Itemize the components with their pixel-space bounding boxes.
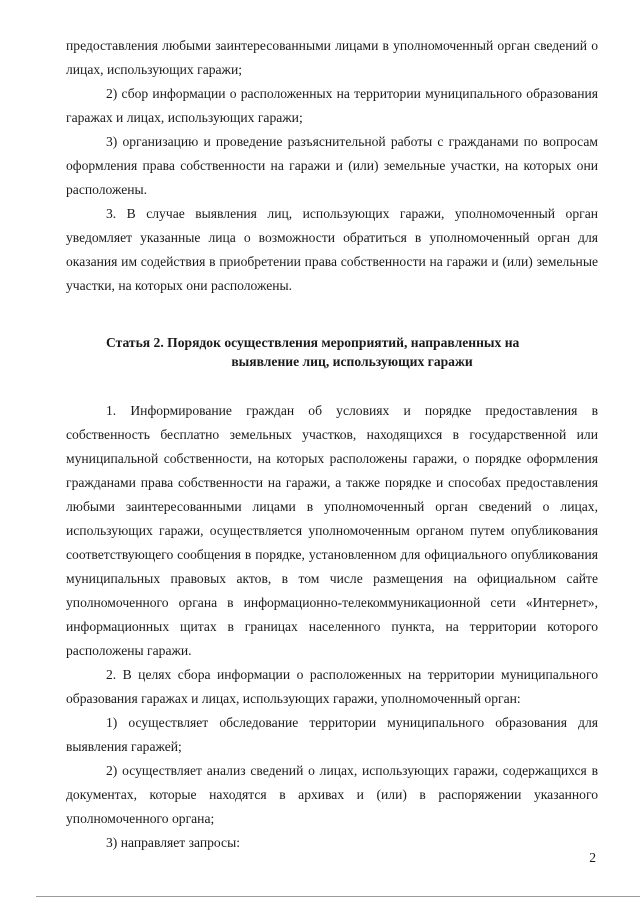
paragraph: 2) осуществляет анализ сведений о лицах, использующих гаражи, содержащихся в документах, которые находятся в архивах и (или) в распоряжении указанного уполномоченного органа; — [66, 763, 598, 826]
paragraph: 2) сбор информации о расположенных на территории муниципального образования гаражах и лицах, использующих гаражи; — [66, 86, 598, 125]
document-body — [66, 34, 598, 855]
paragraph: 3) организацию и проведение разъяснительной работы с гражданами по вопросам оформления права собственности на гаражи и (или) земельные участки, на которых они расположены. — [66, 134, 598, 197]
page-number: 2 — [589, 850, 596, 865]
paragraph: 3. В случае выявления лиц, использующих гаражи, уполномоченный орган уведомляет указанные лица о возможности обратиться в уполномоченный орган для оказания им содействия в приобретении права собственности на гаражи и (или) земельные участки, на которых они расположены. — [66, 206, 598, 293]
paragraph: 1. Информирование граждан об условиях и порядке предоставления в собственность бесплатно земельных участков, находящихся в государственной или муниципальной собственности, на которых расположены гаражи, о порядке оформления гражданами права собственности на гаражи, а также порядке и способах предоставления любыми заинтересованными лицами в уполномоченный орган сведений о лицах, использующих гаражи, осуществляется уполномоченным органом путем опубликования соответствующего сообщения в порядке, установленном для официального опубликования муниципальных правовых актов, в том числе размещения на официальном сайте уполномоченного органа в информационно-телекоммуникационной сети «Интернет», информационных щитах в границах населенного пункта, на территории которого расположены гаражи. — [66, 403, 598, 658]
paragraph: 3) направляет запросы: — [106, 835, 240, 850]
paragraph: 2. В целях сбора информации о расположенных на территории муниципального образования гаражах и лицах, использующих гаражи, уполномоченный орган: — [66, 667, 598, 706]
paragraph: предоставления любыми заинтересованными лицами в уполномоченный орган сведений о лицах, использующих гаражи; — [66, 38, 598, 77]
paragraph: 1) осуществляет обследование территории муниципального образования для выявления гаражей; — [66, 715, 598, 754]
article-heading: Статья 2. Порядок осуществления мероприятий, направленных на — [106, 335, 520, 350]
article-heading-subtitle: выявление лиц, использующих гаражи — [231, 354, 473, 369]
page-bottom-rule — [36, 896, 640, 897]
